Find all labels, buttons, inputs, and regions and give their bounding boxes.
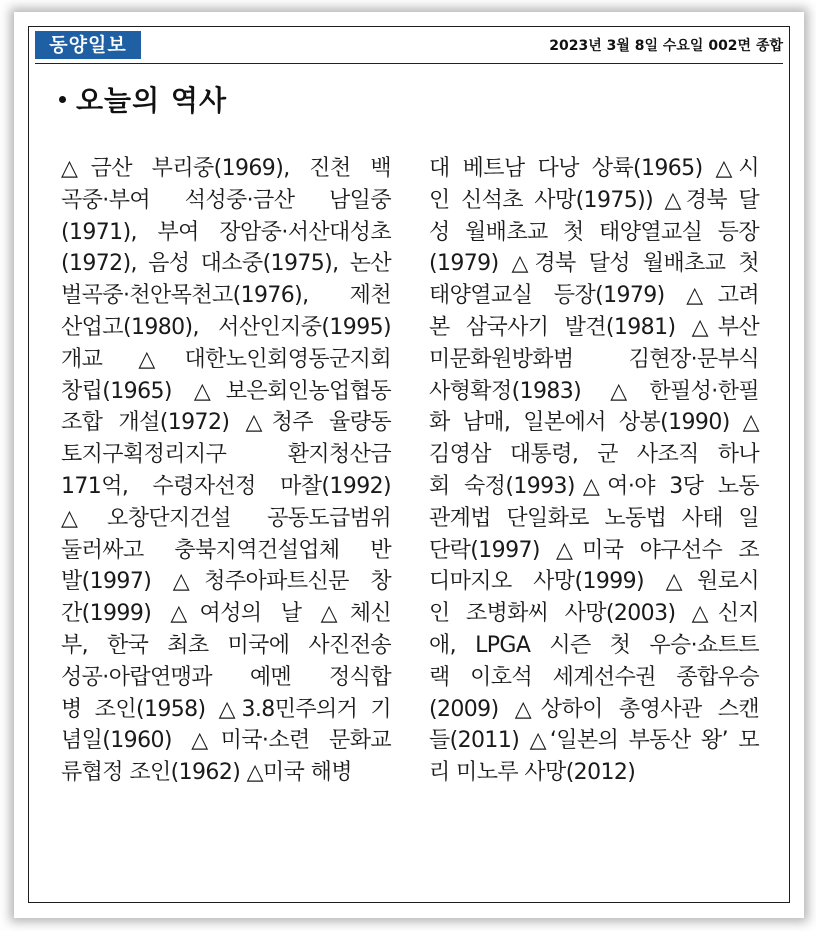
article-text-line: 관계법 단일화로 노동법 사태 일: [429, 505, 759, 531]
article-text-line: 인 신석초 사망(1975)) △경북 달: [429, 187, 759, 213]
article-text-line: 성공·아랍연맹과 예멘 정식합: [61, 664, 391, 690]
article-text-line: 랙 이호석 세계선수권 종합우승: [429, 664, 759, 690]
article-column-left: [61, 153, 391, 789]
article-text-line: 부, 한국 최초 미국에 사진전송: [61, 632, 391, 658]
article-title: 오늘의 역사: [76, 84, 227, 117]
article-text-line: 김영삼 대통령, 군 사조직 하나: [429, 442, 759, 468]
article-text-line: 171억, 수령자선정 마찰(1992): [61, 473, 391, 499]
masthead: [35, 31, 783, 64]
article-text-line: 조합 개설(1972) △청주 율량동: [61, 410, 391, 436]
article-column-right: [429, 153, 759, 789]
newspaper-logo: 동양일보: [35, 31, 141, 59]
article-text-line: 념일(1960) △미국·소련 문화교: [61, 728, 391, 754]
article-text-line: 병 조인(1958) △3.8민주의거 기: [61, 696, 391, 722]
article-text-line: 인 조병화씨 사망(2003) △신지: [429, 601, 759, 627]
article-text-line: 발(1997) △청주아파트신문 창: [61, 569, 391, 595]
bullet-icon: [59, 96, 66, 103]
article-text-line: (1979) △경북 달성 월배초교 첫: [429, 251, 759, 277]
article-text-line: 둘러싸고 충북지역건설업체 반: [61, 537, 391, 563]
article-text-line: 태양열교실 등장(1979) △고려: [429, 283, 759, 309]
article-text-line: 화 남매, 일본에서 상봉(1990) △: [429, 410, 759, 436]
article-heading: [59, 79, 227, 119]
article-text-line: 류협정 조인(1962) △미국 해병: [61, 760, 352, 786]
article-text-line: 단락(1997) △미국 야구선수 조: [429, 537, 759, 563]
article-text-line: 대 베트남 다낭 상륙(1965) △시: [429, 156, 759, 181]
article-text-line: △오창단지건설 공동도급범위: [61, 505, 391, 531]
newspaper-clipping: [28, 26, 790, 903]
article-text-line: (2009) △상하이 총영사관 스캔: [429, 696, 759, 722]
article-text-line: 간(1999) △여성의 날 △체신: [61, 601, 391, 627]
article-text-line: 디마지오 사망(1999) △원로시: [429, 569, 759, 595]
article-text-line: 개교 △대한노인회영동군지회: [61, 346, 391, 372]
article-text-line: 곡중·부여 석성중·금산 남일중: [61, 187, 391, 213]
article-text-line: 들(2011) △‘일본의 부동산 왕’ 모: [429, 728, 759, 754]
article-text-line: (1972), 음성 대소중(1975), 논산: [61, 251, 391, 277]
article-text-line: △금산 부리중(1969), 진천 백: [61, 156, 391, 181]
article-text-line: 애, LPGA 시즌 첫 우승·쇼트트: [429, 632, 759, 658]
article-text-line: 미문화원방화범 김현장·문부식: [429, 346, 759, 372]
article-text-line: 회 숙정(1993)△여·야 3당 노동: [429, 473, 759, 499]
article-text-line: 사형확정(1983) △한필성·한필: [429, 378, 759, 404]
article-text-line: 리 미노루 사망(2012): [429, 760, 636, 786]
article-text-line: 벌곡중·천안목천고(1976), 제천: [61, 283, 391, 309]
article-text-line: 창립(1965) △보은회인농업협동: [61, 378, 391, 404]
article-text-line: 본 삼국사기 발견(1981) △부산: [429, 314, 759, 340]
article-text-line: 성 월배초교 첫 태양열교실 등장: [429, 219, 759, 245]
article-text-line: (1971), 부여 장암중·서산대성초: [61, 219, 391, 245]
article-text-line: 산업고(1980), 서산인지중(1995): [61, 314, 391, 340]
dateline: 2023년 3월 8일 수요일 002면 종합: [549, 38, 783, 54]
article-text-line: 토지구획정리지구 환지청산금: [61, 442, 391, 468]
